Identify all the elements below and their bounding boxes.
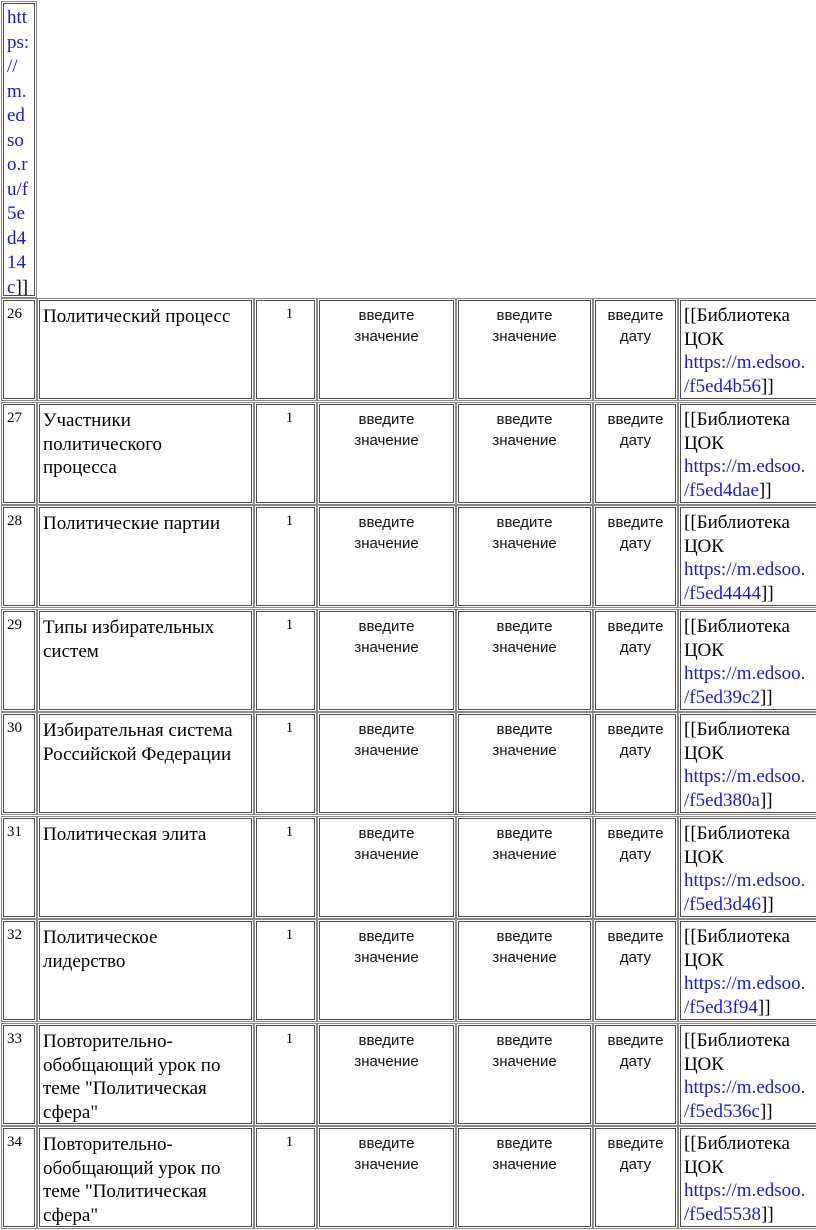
value-placeholder: введите <box>358 1135 415 1152</box>
resource-link-id[interactable]: /f5ed3d46 <box>684 893 762 915</box>
date-cell[interactable] <box>595 507 676 606</box>
date-placeholder: введите <box>607 618 664 635</box>
resource-link-path <box>684 686 816 710</box>
date-cell[interactable] <box>595 1128 676 1227</box>
library-org: ЦОК <box>684 1053 724 1075</box>
value-placeholder: значение <box>354 535 419 552</box>
library-org: ЦОК <box>684 639 724 661</box>
value-placeholder: значение <box>492 432 557 449</box>
bracket-suffix: ]] <box>761 893 774 915</box>
date-placeholder: дату <box>619 949 652 966</box>
date-cell[interactable] <box>595 300 676 399</box>
topic-line: Типы избирательных <box>43 617 215 638</box>
value-placeholder: введите <box>358 618 415 635</box>
resource-link-id[interactable]: /f5ed3f94 <box>684 996 758 1018</box>
value-placeholder: введите <box>358 928 415 945</box>
resource-cell <box>680 1128 816 1227</box>
control-value-cell[interactable] <box>458 818 591 917</box>
topic-line: теме "Политическая <box>43 1078 207 1099</box>
topic-line: политического <box>43 433 163 455</box>
resource-link[interactable] <box>7 7 29 296</box>
resource-link-url[interactable]: https://m.edsoo. <box>684 456 806 477</box>
date-placeholder: дату <box>619 1156 652 1173</box>
topic-line: обобщающий урок по <box>43 1054 221 1076</box>
resource-link-path <box>684 1203 816 1227</box>
resource-link-path <box>684 893 816 917</box>
resource-link-path <box>684 789 816 813</box>
resource-link-id[interactable]: /f5ed4444 <box>684 582 762 604</box>
value-placeholder: введите <box>496 825 553 842</box>
control-value-cell[interactable] <box>458 1128 591 1227</box>
control-value-cell[interactable] <box>458 507 591 606</box>
resource-link-url[interactable]: https://m.edsoo. <box>684 766 806 787</box>
link-fragment[interactable]: d4 <box>7 227 26 249</box>
date-cell[interactable] <box>595 404 676 503</box>
number-cell <box>3 714 35 813</box>
topic-line: систем <box>43 640 99 662</box>
topic-line: Политические партии <box>43 513 221 534</box>
date-placeholder: дату <box>619 432 652 449</box>
resource-link-path <box>684 375 816 399</box>
bracket-suffix: ]] <box>761 1203 774 1225</box>
resource-link-url[interactable]: https://m.edsoo. <box>684 973 806 994</box>
resource-link-url[interactable]: https://m.edsoo. <box>684 870 806 891</box>
link-fragment[interactable]: // <box>7 56 18 77</box>
link-fragment[interactable]: 5e <box>7 203 25 224</box>
value-placeholder: введите <box>496 618 553 635</box>
resource-link-id[interactable]: /f5ed39c2 <box>684 686 760 708</box>
link-fragment[interactable]: u/f <box>7 178 29 200</box>
topic-line: сфера" <box>43 1101 99 1123</box>
number-cell <box>3 1025 35 1124</box>
topic-line: Повторительно- <box>43 1134 173 1155</box>
date-placeholder: дату <box>619 846 652 863</box>
hours-cell <box>256 1128 315 1227</box>
value-placeholder: значение <box>492 328 557 345</box>
resource-link-id[interactable]: /f5ed4b56 <box>684 375 762 397</box>
topic-line: лидерство <box>43 950 126 972</box>
topic-line: Политическое <box>43 927 158 948</box>
date-placeholder: введите <box>607 307 664 324</box>
date-cell[interactable] <box>595 1025 676 1124</box>
value-placeholder: значение <box>492 1156 557 1173</box>
resource-cell <box>680 818 816 917</box>
resource-link-id[interactable]: /f5ed4dae <box>684 479 759 501</box>
base-value-cell[interactable] <box>319 300 454 399</box>
resource-cell-continuation <box>3 3 35 296</box>
resource-cell <box>680 507 816 606</box>
resource-link-id[interactable]: /f5ed380a <box>684 789 760 811</box>
topic-cell <box>39 1025 252 1124</box>
hours-cell <box>256 611 315 710</box>
library-label: [[Библиотека <box>684 719 790 740</box>
link-fragment[interactable]: ps: <box>7 31 30 53</box>
date-placeholder: введите <box>607 411 664 428</box>
value-placeholder: значение <box>354 949 419 966</box>
link-fragment[interactable]: m. <box>7 80 27 102</box>
resource-link-id[interactable]: /f5ed536c <box>684 1100 760 1122</box>
link-fragment[interactable]: htt <box>7 7 28 28</box>
value-placeholder: введите <box>358 514 415 531</box>
library-label: [[Библиотека <box>684 305 790 326</box>
number-cell <box>3 1128 35 1227</box>
base-value-cell[interactable] <box>319 611 454 710</box>
control-value-cell[interactable] <box>458 404 591 503</box>
value-placeholder: введите <box>496 1135 553 1152</box>
date-placeholder: дату <box>619 535 652 552</box>
hours-cell <box>256 300 315 399</box>
lesson-number: 28 <box>7 513 22 529</box>
topic-line: обобщающий урок по <box>43 1157 221 1179</box>
topic-line: Повторительно- <box>43 1031 173 1052</box>
date-placeholder: введите <box>607 721 664 738</box>
value-placeholder: введите <box>358 721 415 738</box>
date-placeholder: дату <box>619 1053 652 1070</box>
control-value-cell[interactable] <box>458 714 591 813</box>
topic-cell <box>39 921 252 1020</box>
resource-link-id[interactable]: /f5ed5538 <box>684 1203 762 1225</box>
number-cell <box>3 404 35 503</box>
value-placeholder: значение <box>354 1156 419 1173</box>
topic-line: теме "Политическая <box>43 1181 207 1202</box>
bracket-suffix: ]] <box>758 479 772 501</box>
library-org: ЦОК <box>684 432 724 454</box>
date-placeholder: введите <box>607 1135 664 1152</box>
link-fragment[interactable]: c <box>7 276 16 296</box>
value-placeholder: введите <box>496 411 553 428</box>
value-placeholder: введите <box>496 514 553 531</box>
topic-cell <box>39 1128 252 1227</box>
value-placeholder: введите <box>358 307 415 324</box>
topic-cell <box>39 714 252 813</box>
base-value-cell[interactable] <box>319 1128 454 1227</box>
topic-cell <box>39 611 252 710</box>
resource-link-url[interactable]: https://m.edsoo. <box>684 1180 806 1201</box>
value-placeholder: значение <box>492 535 557 552</box>
library-label: [[Библиотека <box>684 1133 790 1154</box>
topic-cell <box>39 818 252 917</box>
number-cell <box>3 300 35 399</box>
date-placeholder: дату <box>619 639 652 656</box>
hours-cell <box>256 1025 315 1124</box>
lesson-number: 30 <box>7 720 22 736</box>
hours-value: 1 <box>285 306 294 322</box>
lesson-number: 34 <box>7 1134 22 1150</box>
hours-cell <box>256 921 315 1020</box>
lesson-number: 33 <box>7 1031 22 1047</box>
date-placeholder: введите <box>607 514 664 531</box>
topic-cell <box>39 300 252 399</box>
hours-cell <box>256 818 315 917</box>
date-placeholder: введите <box>607 825 664 842</box>
library-label: [[Библиотека <box>684 823 790 844</box>
topic-line: Участники <box>43 410 131 431</box>
topic-line: Политический процесс <box>43 306 231 327</box>
value-placeholder: значение <box>492 639 557 656</box>
value-placeholder: значение <box>354 846 419 863</box>
bracket-suffix: ]] <box>759 1100 773 1122</box>
value-placeholder: значение <box>354 328 419 345</box>
hours-value: 1 <box>285 1134 294 1150</box>
resource-cell <box>680 921 816 1020</box>
topic-cell <box>39 404 252 503</box>
resource-cell <box>680 714 816 813</box>
bracket-suffix: ]] <box>761 582 774 604</box>
value-placeholder: введите <box>496 721 553 738</box>
value-placeholder: введите <box>358 825 415 842</box>
base-value-cell[interactable] <box>319 1025 454 1124</box>
base-value-cell[interactable] <box>319 714 454 813</box>
lesson-number: 27 <box>7 410 22 426</box>
bracket-suffix: ]] <box>757 996 771 1018</box>
value-placeholder: значение <box>492 846 557 863</box>
base-value-cell[interactable] <box>319 507 454 606</box>
date-cell[interactable] <box>595 818 676 917</box>
value-placeholder: значение <box>354 432 419 449</box>
library-org: ЦОК <box>684 742 724 764</box>
library-org: ЦОК <box>684 1156 724 1178</box>
value-placeholder: значение <box>354 1053 419 1070</box>
resource-cell <box>680 300 816 399</box>
value-placeholder: значение <box>492 742 557 759</box>
control-value-cell[interactable] <box>458 1025 591 1124</box>
resource-link-url[interactable]: https://m.edsoo. <box>684 1077 806 1098</box>
number-cell <box>3 507 35 606</box>
control-value-cell[interactable] <box>458 611 591 710</box>
date-placeholder: дату <box>619 742 652 759</box>
library-org: ЦОК <box>684 949 724 971</box>
hours-cell <box>256 507 315 606</box>
number-cell <box>3 818 35 917</box>
lesson-number: 31 <box>7 824 22 840</box>
value-placeholder: введите <box>358 1032 415 1049</box>
lesson-number: 29 <box>7 617 22 633</box>
hours-cell <box>256 404 315 503</box>
base-value-cell[interactable] <box>319 921 454 1020</box>
library-label: [[Библиотека <box>684 926 790 947</box>
control-value-cell[interactable] <box>458 300 591 399</box>
date-placeholder: введите <box>607 928 664 945</box>
value-placeholder: значение <box>354 639 419 656</box>
topic-line: сфера" <box>43 1204 99 1226</box>
topic-line: процесса <box>43 457 117 478</box>
topic-cell <box>39 507 252 606</box>
value-placeholder: значение <box>492 1053 557 1070</box>
library-org: ЦОК <box>684 535 724 557</box>
resource-link-url[interactable]: https://m.edsoo. <box>684 559 806 580</box>
resource-link-path <box>684 582 816 606</box>
lesson-number: 26 <box>7 306 22 322</box>
link-fragment[interactable]: ed <box>7 105 25 126</box>
resource-link-path <box>684 1100 816 1124</box>
hours-value: 1 <box>285 617 294 633</box>
date-placeholder: дату <box>619 328 652 345</box>
date-cell[interactable] <box>595 611 676 710</box>
bracket-suffix: ]] <box>15 276 29 296</box>
resource-link-path <box>684 479 816 503</box>
value-placeholder: значение <box>492 949 557 966</box>
hours-cell <box>256 714 315 813</box>
resource-cell <box>680 611 816 710</box>
number-cell <box>3 611 35 710</box>
control-value-cell[interactable] <box>458 921 591 1020</box>
link-fragment[interactable]: 14 <box>7 252 26 273</box>
base-value-cell[interactable] <box>319 404 454 503</box>
library-label: [[Библиотека <box>684 512 790 533</box>
resource-link-path <box>684 996 816 1020</box>
library-org: ЦОК <box>684 328 724 350</box>
resource-link-url[interactable]: https://m.edsoo. <box>684 352 806 373</box>
date-cell[interactable] <box>595 921 676 1020</box>
lesson-number: 32 <box>7 927 22 943</box>
library-label: [[Библиотека <box>684 1030 790 1051</box>
library-org: ЦОК <box>684 846 724 868</box>
hours-value: 1 <box>285 720 294 736</box>
date-cell[interactable] <box>595 714 676 813</box>
hours-value: 1 <box>285 824 294 840</box>
topic-line: Избирательная система <box>43 720 233 741</box>
topic-line: Российской Федерации <box>43 743 232 765</box>
resource-cell <box>680 404 816 503</box>
hours-value: 1 <box>285 1031 294 1047</box>
link-fragment[interactable]: o.r <box>7 154 28 175</box>
bracket-suffix: ]] <box>759 686 773 708</box>
number-cell <box>3 921 35 1020</box>
library-label: [[Библиотека <box>684 616 790 637</box>
hours-value: 1 <box>285 927 294 943</box>
value-placeholder: введите <box>358 411 415 428</box>
value-placeholder: введите <box>496 1032 553 1049</box>
base-value-cell[interactable] <box>319 818 454 917</box>
link-fragment[interactable]: so <box>7 129 24 151</box>
resource-cell <box>680 1025 816 1124</box>
date-placeholder: введите <box>607 1032 664 1049</box>
bracket-suffix: ]] <box>761 375 774 397</box>
hours-value: 1 <box>285 513 294 529</box>
resource-link-url[interactable]: https://m.edsoo. <box>684 663 806 684</box>
value-placeholder: введите <box>496 307 553 324</box>
topic-line: Политическая элита <box>43 824 207 845</box>
hours-value: 1 <box>285 410 294 426</box>
bracket-suffix: ]] <box>759 789 773 811</box>
value-placeholder: введите <box>496 928 553 945</box>
library-label: [[Библиотека <box>684 409 790 430</box>
value-placeholder: значение <box>354 742 419 759</box>
